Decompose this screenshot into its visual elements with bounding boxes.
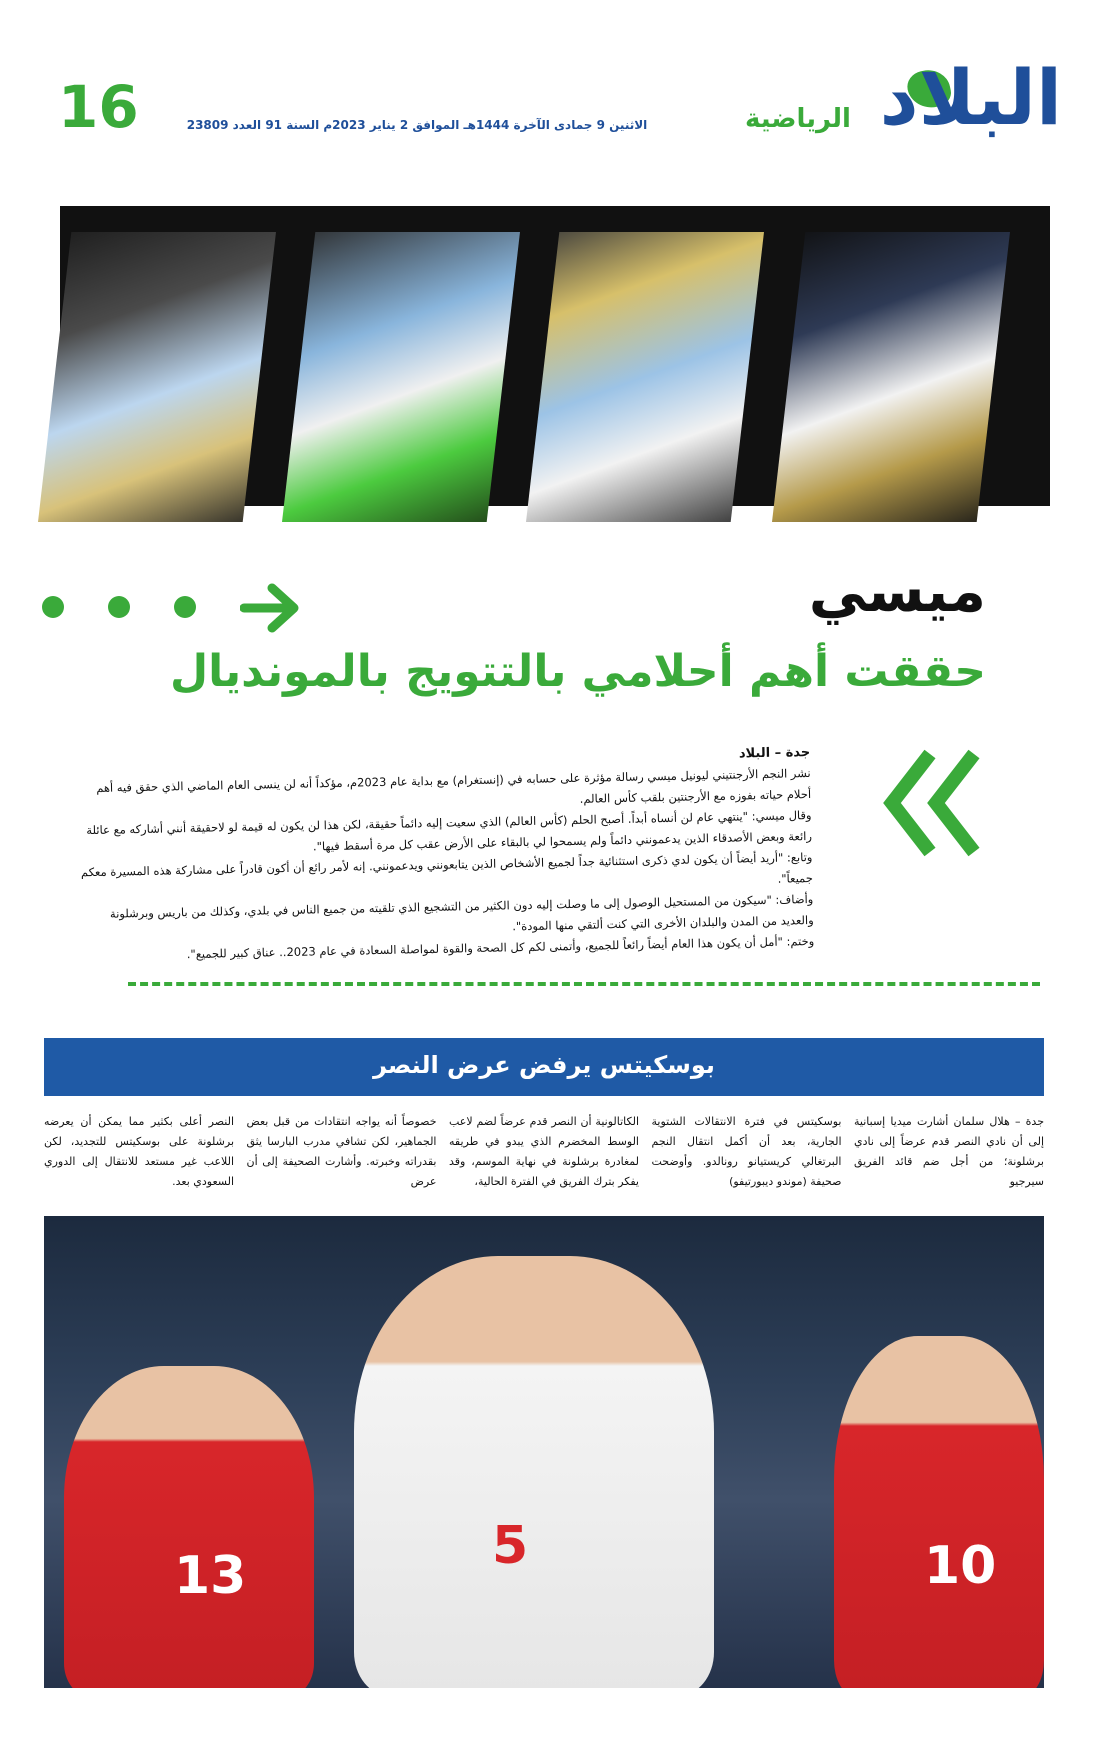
- issue-date-line: الاثنين 9 جمادى الآخرة 1444هـ الموافق 2 يناير 2023م السنة 91 العدد 23809: [186, 118, 648, 132]
- section-name: الرياضية: [745, 104, 851, 134]
- newspaper-logo: [872, 53, 1062, 154]
- column-text: النصر أعلى بكثير مما يمكن أن يعرضه برشلونة على بوسكيتس للتجديد، لكن اللاعب غير مستعد للانتقال إلى الدوري السعودي بعد.: [44, 1115, 234, 1188]
- story-column: [854, 1112, 1044, 1192]
- jersey-number: 5: [492, 1516, 529, 1576]
- article-paragraph: وأضاف: "سيكون من المستحيل الوصول إلى ما وصلت إليه دون الكثير من التشجيع الذي تلقيته من جميع الناس في بلدي، وكذلك من باريس وبرشلونة والعديد من المدن والبلدان الأخرى التي كنت ألتقي منها المودة".: [109, 891, 814, 934]
- jersey-number: 13: [174, 1546, 247, 1606]
- story-column: [449, 1112, 639, 1192]
- photo-messi-kissing-trophy: [38, 232, 276, 522]
- jersey-number: 10: [924, 1536, 997, 1596]
- article-paragraph: نشر النجم الأرجنتيني ليونيل ميسي رسالة مؤثرة على حسابه في (إنستغرام) مع بداية عام 2023م، مؤكداً أنه لن ينسى العام الماضي الذي حقق فيه أهم أحلام حياته بفوزه مع الأرجنتين بلقب كأس العالم.: [96, 765, 812, 806]
- article-paragraph: وقال ميسي: "ينتهي عام لن أنساه أبداً. أصبح الحلم (كأس العالم) الذي سعيت إليه دائماً حقيقة، لكن هذا لن يكون له قيمة لو لاحقيقة أنني أشاركه مع عائلة رائعة وبعض الأصدقاء الذين يدعمونني دائماً ولم يسمحوا لي بالبقاء على الأرض عقب كل مرة أسقط فيها".: [86, 807, 813, 854]
- player-white-center: [354, 1256, 714, 1688]
- story-column: [247, 1112, 437, 1192]
- main-subheadline: حققت أهم أحلامي بالتتويج بالمونديال: [169, 646, 986, 697]
- photo-argentina-award-winners: [282, 232, 520, 522]
- photo-trophy-ceremony: [772, 232, 1010, 522]
- article-paragraph: وتابع: "أريد أيضاً أن يكون لدي ذكرى استثنائية جداً لجميع الأشخاص الذين يتابعونني ويدعمونني. إنه لأمر رائع أن أكون قادراً على مشاركة هذه المسيرة معكم جميعاً".: [80, 849, 813, 886]
- column-text: جدة – هلال سلمان أشارت ميديا إسبانية إلى أن نادي النصر قدم عرضاً إلى نادي برشلونة؛ من أجل ضم قائد الفريق سيرجيو: [854, 1115, 1044, 1188]
- story-column: [652, 1112, 842, 1192]
- photo-busquets-match: [44, 1216, 1044, 1688]
- main-article: [70, 742, 814, 967]
- story-columns: [44, 1112, 1044, 1192]
- main-headline: ميسي: [808, 557, 986, 625]
- article-paragraph: وختم: "أمل أن يكون هذا العام أيضاً رائعاً للجميع، وأتمنى لكم كل الصحة والقوة لمواصلة السعادة في عام 2023.. عناق كبير للجميع".: [186, 933, 815, 962]
- arrow-right-icon: [240, 582, 304, 634]
- photo-team-lifting-trophy: [526, 232, 764, 522]
- story-column: [44, 1112, 234, 1192]
- page-number: 16: [58, 73, 139, 141]
- double-chevron-icon: [878, 748, 988, 858]
- byline: جدة – البلاد: [738, 744, 811, 762]
- logo-text: البلاد: [879, 53, 1062, 142]
- column-text: خصوصاً أنه يواجه انتقادات من قبل بعض الجماهير، لكن تشافي مدرب البارسا يثق بقدراته وخبرته. وأشارت الصحيفة إلى أن عرض: [246, 1115, 437, 1188]
- column-text: بوسكيتس في فترة الانتقالات الشتوية الجارية، بعد أن أكمل انتقال النجم البرتغالي كريستيانو رونالدو. وأوضحت صحيفة (موندو ديبورتيفو): [651, 1115, 842, 1188]
- story-title: بوسكيتس يرفض عرض النصر: [373, 1051, 715, 1079]
- player-red-right: [834, 1336, 1044, 1688]
- story-banner: [44, 1038, 1044, 1096]
- dashed-divider: [128, 982, 1040, 986]
- column-text: الكاتالونية أن النصر قدم عرضاً لضم لاعب الوسط المخضرم الذي يبدو في طريقه لمغادرة برشلونة في نهاية الموسم، وقد يفكر بترك الفريق في الفترة الحالية،: [449, 1115, 639, 1188]
- player-red-left: [64, 1366, 314, 1688]
